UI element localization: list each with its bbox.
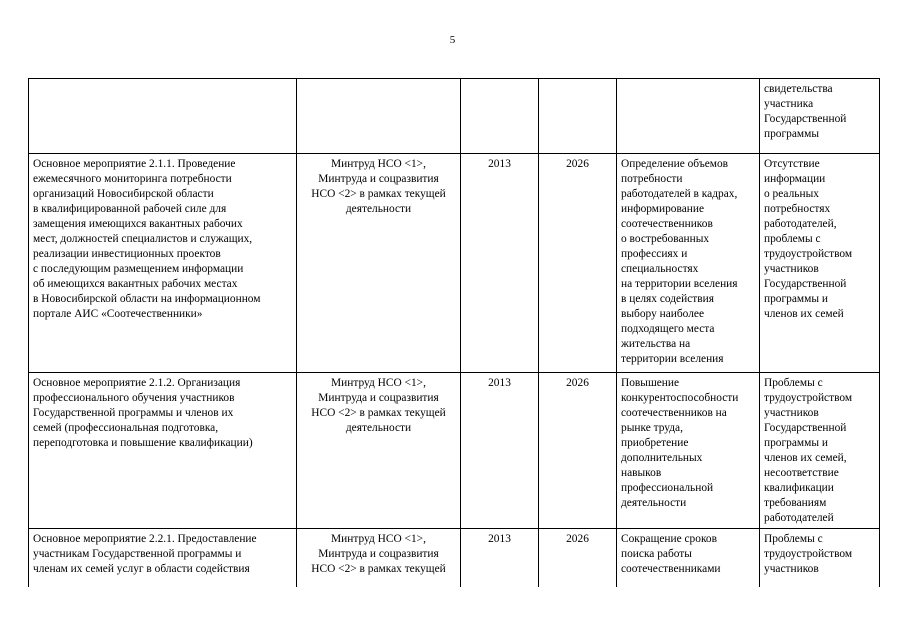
executor-cell (297, 529, 461, 588)
cell-line: территории вселения (621, 353, 724, 365)
end-year-cell (539, 529, 617, 588)
cell-line: членам их семей услуг в области содействия (33, 563, 250, 575)
risk-cell (760, 373, 880, 529)
cell-line: трудоустройством (764, 548, 853, 560)
cell-line: ежемесячного мониторинга потребности (33, 173, 232, 185)
expected-result-cell (617, 373, 760, 529)
cell-line: переподготовка и повышение квалификации) (33, 437, 253, 449)
cell-line: на территории вселения (621, 278, 738, 290)
expected-result-cell (617, 529, 760, 588)
cell-line: информации (764, 173, 826, 185)
cell-line: проблемы с (764, 233, 821, 245)
cell-line: приобретение (621, 437, 689, 449)
start-year-cell (461, 79, 539, 154)
cell-line: рынке труда, (621, 422, 683, 434)
cell-value: 2026 (566, 377, 589, 389)
cell-line: Основное мероприятие 2.2.1. Предоставление (33, 533, 257, 545)
cell-line: Минтруд НСО <1>, (331, 158, 426, 170)
program-activities-table (28, 78, 880, 587)
cell-line: специальностях (621, 263, 699, 275)
executor-cell (297, 154, 461, 373)
cell-line: Государственной программы и членов их (33, 407, 234, 419)
cell-line: потребности (621, 173, 683, 185)
cell-line: мест, должностей специалистов и служащих, (33, 233, 253, 245)
cell-line: в квалифицированной рабочей силе для (33, 203, 227, 215)
expected-result-cell (617, 79, 760, 154)
cell-line: соотечественниками (621, 563, 721, 575)
cell-line: программы и (764, 437, 828, 449)
cell-line: Основное мероприятие 2.1.1. Проведение (33, 158, 236, 170)
cell-line: членов их семей (764, 308, 844, 320)
cell-line: деятельности (345, 203, 412, 215)
risk-cell (760, 79, 880, 154)
start-year-cell (461, 154, 539, 373)
cell-line: Проблемы с (764, 533, 823, 545)
cell-line: об имеющихся вакантных рабочих местах (33, 278, 238, 290)
cell-line: подходящего места (621, 323, 715, 335)
cell-line: информирование (621, 203, 705, 215)
activity-cell (29, 373, 297, 529)
cell-line: НСО <2> в рамках текущей (311, 563, 446, 575)
cell-line: программы и (764, 293, 828, 305)
cell-line: выбору наиболее (621, 308, 704, 320)
cell-line: участника (764, 98, 814, 110)
cell-line: с последующим размещением информации (33, 263, 244, 275)
cell-line: работодателей в кадрах, (621, 188, 738, 200)
activity-cell (29, 79, 297, 154)
cell-value: 2013 (488, 158, 511, 170)
cell-line: навыков (621, 467, 662, 479)
cell-line: требованиям (764, 497, 827, 509)
cell-line: Минтруда и соцразвития (318, 392, 439, 404)
cell-line: жительства на (621, 338, 691, 350)
cell-line: соотечественников на (621, 407, 727, 419)
cell-line: Минтруд НСО <1>, (331, 377, 426, 389)
cell-line: дополнительных (621, 452, 703, 464)
table-row (29, 373, 880, 529)
cell-line: участников (764, 407, 819, 419)
cell-line: участникам Государственной программы и (33, 548, 242, 560)
cell-line: в целях содействия (621, 293, 714, 305)
cell-line: Государственной (764, 422, 847, 434)
table-row (29, 79, 880, 154)
cell-line: деятельности (345, 422, 412, 434)
cell-line: Повышение (621, 377, 680, 389)
cell-line: о реальных (764, 188, 819, 200)
cell-line: несоответствие (764, 467, 839, 479)
cell-line: программы (764, 128, 819, 140)
cell-line: профессиональной (621, 482, 714, 494)
cell-line: работодателей, (764, 218, 837, 230)
cell-line: портале АИС «Соотечественники» (33, 308, 203, 320)
cell-line: деятельности (621, 497, 687, 509)
cell-line: участников (764, 263, 819, 275)
expected-result-cell (617, 154, 760, 373)
cell-line: в Новосибирской области на информационном (33, 293, 261, 305)
cell-line: Определение объемов (621, 158, 729, 170)
cell-line: конкурентоспособности (621, 392, 739, 404)
cell-line: организаций Новосибирской области (33, 188, 214, 200)
activity-cell (29, 154, 297, 373)
cell-line: Минтруд НСО <1>, (331, 533, 426, 545)
cell-line: о востребованных (621, 233, 710, 245)
risk-cell (760, 529, 880, 588)
cell-line: трудоустройством (764, 248, 853, 260)
cell-line: участников (764, 563, 819, 575)
table-row (29, 154, 880, 373)
cell-line: НСО <2> в рамках текущей (311, 188, 446, 200)
cell-value: 2013 (488, 533, 511, 545)
cell-line: поиска работы (621, 548, 692, 560)
table-row (29, 529, 880, 588)
cell-value: 2013 (488, 377, 511, 389)
end-year-cell (539, 373, 617, 529)
cell-line: Государственной (764, 278, 847, 290)
cell-line: квалификации (764, 482, 834, 494)
cell-line: профессионального обучения участников (33, 392, 235, 404)
executor-cell (297, 373, 461, 529)
cell-line: свидетельства (764, 83, 833, 95)
end-year-cell (539, 154, 617, 373)
start-year-cell (461, 529, 539, 588)
executor-cell (297, 79, 461, 154)
cell-value: 2026 (566, 533, 589, 545)
cell-line: Проблемы с (764, 377, 823, 389)
cell-line: Сокращение сроков (621, 533, 717, 545)
risk-cell (760, 154, 880, 373)
cell-line: Минтруда и соцразвития (318, 548, 439, 560)
end-year-cell (539, 79, 617, 154)
page-number: 5 (449, 34, 456, 46)
cell-value: 2026 (566, 158, 589, 170)
cell-line: членов их семей, (764, 452, 847, 464)
cell-line: соотечественников (621, 218, 713, 230)
cell-line: Основное мероприятие 2.1.2. Организация (33, 377, 241, 389)
cell-line: трудоустройством (764, 392, 853, 404)
activity-cell (29, 529, 297, 588)
cell-line: семей (профессиональная подготовка, (33, 422, 219, 434)
cell-line: Отсутствие (764, 158, 820, 170)
cell-line: работодателей (764, 512, 834, 524)
cell-line: НСО <2> в рамках текущей (311, 407, 446, 419)
cell-line: замещения имеющихся вакантных рабочих (33, 218, 243, 230)
cell-line: потребностях (764, 203, 831, 215)
cell-line: Минтруда и соцразвития (318, 173, 439, 185)
cell-line: реализации инвестиционных проектов (33, 248, 221, 260)
cell-line: Государственной (764, 113, 847, 125)
cell-line: профессиях и (621, 248, 688, 260)
start-year-cell (461, 373, 539, 529)
